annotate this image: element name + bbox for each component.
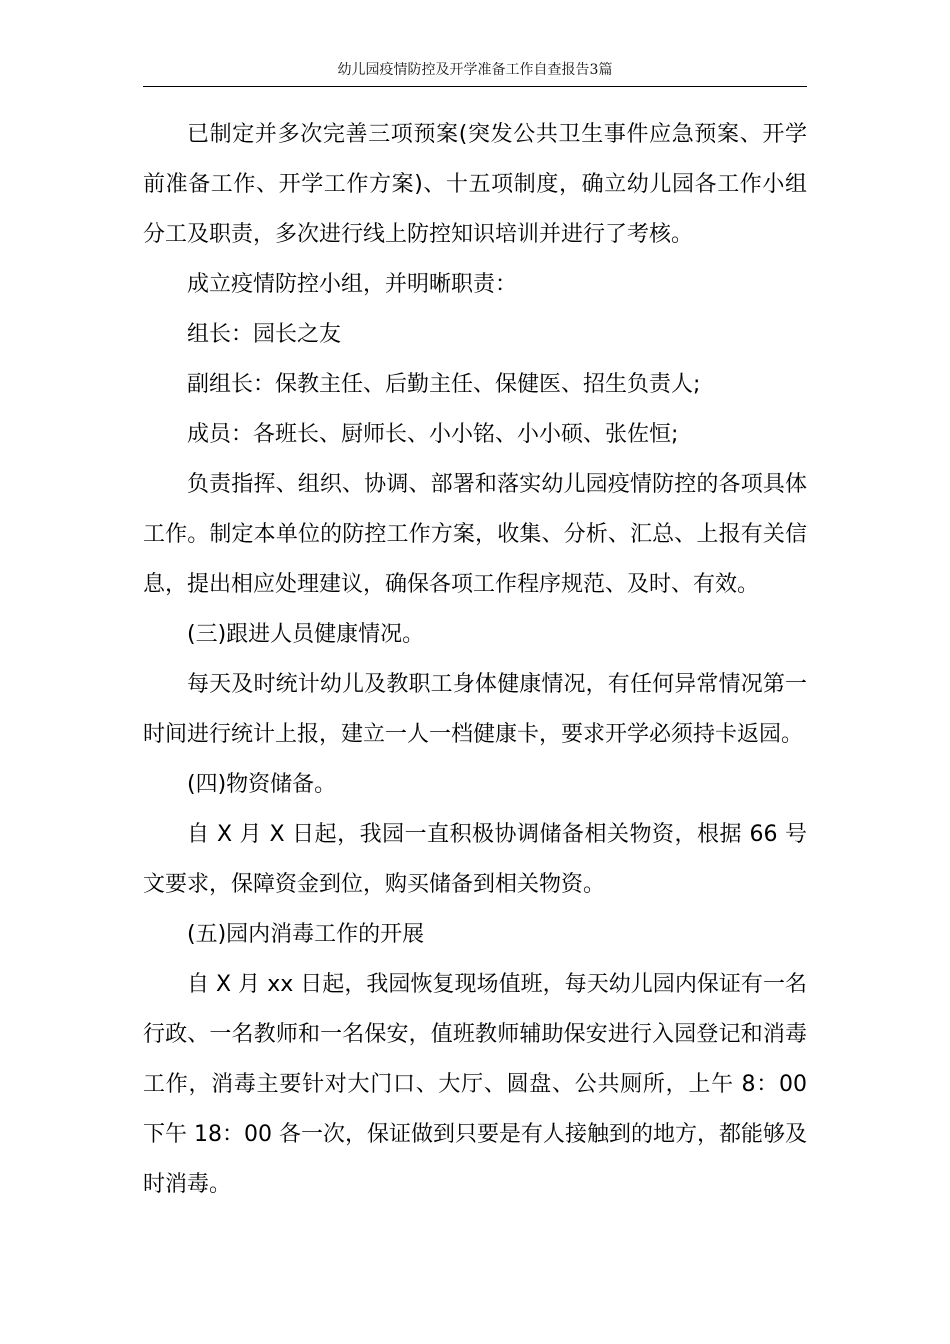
section-heading-supplies: (四)物资储备。 <box>187 772 337 797</box>
paragraph-deputy-leaders: 副组长：保教主任、后勤主任、保健医、招生负责人; <box>187 372 701 397</box>
section-heading-disinfection: (五)园内消毒工作的开展 <box>187 922 425 947</box>
paragraph-supplies: 自 X 月 X 日起，我园一直积极协调储备相关物资，根据 66 号文要求，保障资金到位，购买储备到相关物资。 <box>143 822 807 897</box>
paragraph-leader: 组长：园长之友 <box>187 322 342 347</box>
paragraph-group-setup: 成立疫情防控小组，并明晰职责： <box>187 272 518 297</box>
paragraph-responsibilities: 负责指挥、组织、协调、部署和落实幼儿园疫情防控的各项具体工作。制定本单位的防控工作方案，收集、分析、汇总、上报有关信息，提出相应处理建议，确保各项工作程序规范、及时、有效。 <box>143 472 807 597</box>
running-header: 幼儿园疫情防控及开学准备工作自查报告3篇 <box>337 62 613 78</box>
document-body <box>143 110 807 1210</box>
paragraph-plans: 已制定并多次完善三项预案(突发公共卫生事件应急预案、开学前准备工作、开学工作方案)、十五项制度，确立幼儿园各工作小组分工及职责，多次进行线上防控知识培训并进行了考核。 <box>143 122 807 247</box>
paragraph-health: 每天及时统计幼儿及教职工身体健康情况，有任何异常情况第一时间进行统计上报，建立一人一档健康卡，要求开学必须持卡返园。 <box>143 672 807 747</box>
paragraph-disinfection: 自 X 月 xx 日起，我园恢复现场值班，每天幼儿园内保证有一名行政、一名教师和一名保安，值班教师辅助保安进行入园登记和消毒工作，消毒主要针对大门口、大厅、圆盘、公共厕所，上午 8：00 下午 18：00 各一次，保证做到只要是有人接触到的地方，都能够及时消毒。 <box>143 972 807 1197</box>
paragraph-members: 成员：各班长、厨师长、小小铭、小小硕、张佐恒; <box>187 422 679 447</box>
header-rule <box>143 86 807 87</box>
section-heading-health: (三)跟进人员健康情况。 <box>187 622 425 647</box>
